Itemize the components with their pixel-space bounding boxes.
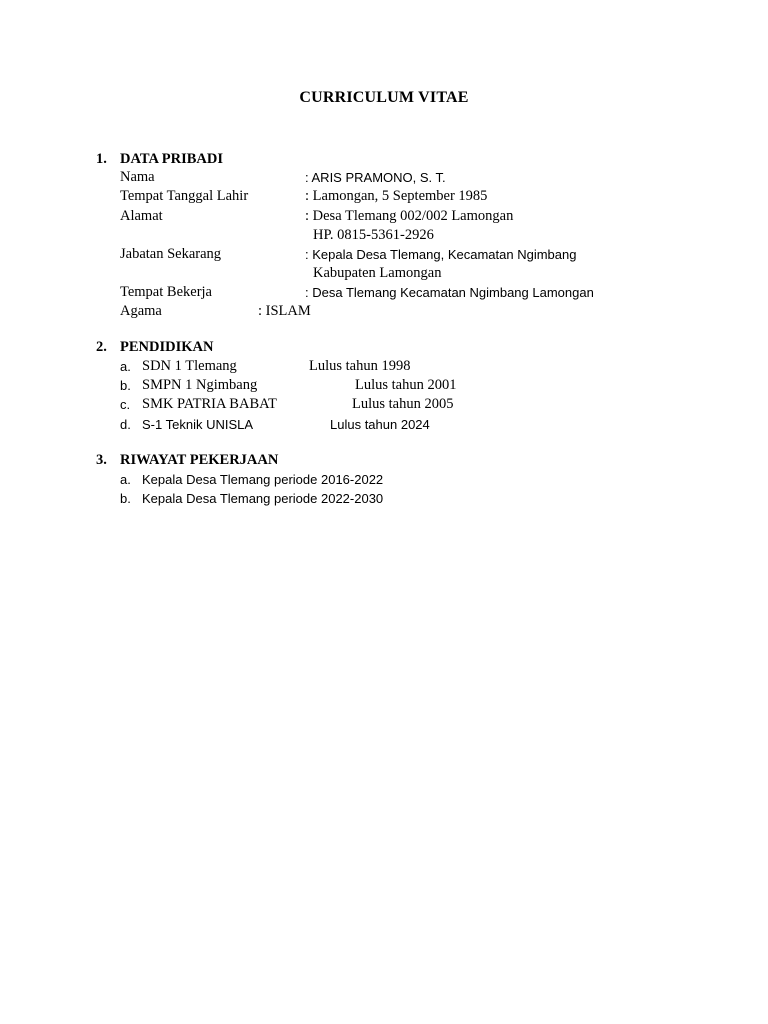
section-number-pendidikan: 2. [96,339,107,355]
school-name: SDN 1 Tlemang [142,358,237,374]
label-jabatan: Jabatan Sekarang [120,246,222,262]
section-heading-pekerjaan: RIWAYAT PEKERJAAN [120,452,279,468]
list-marker: c. [120,397,131,412]
label-tempat-bekerja: Tempat Bekerja [120,284,212,300]
value-ttl: : Lamongan, 5 September 1985 [305,188,488,204]
school-name: SMPN 1 Ngimbang [142,377,258,393]
school-name: S-1 Teknik UNISLA [142,417,254,432]
label-ttl: Tempat Tanggal Lahir [120,188,249,204]
value-jabatan: : Kepala Desa Tlemang, Kecamatan Ngimbang [305,247,577,262]
value-agama: : ISLAM [258,303,311,319]
list-marker: d. [120,417,131,432]
label-nama: Nama [120,169,155,185]
section-heading-pribadi: DATA PRIBADI [120,151,223,167]
job-entry: Kepala Desa Tlemang periode 2022-2030 [142,491,384,506]
section-number-pekerjaan: 3. [96,452,107,468]
list-marker: b. [120,378,131,393]
value-jabatan-2: Kabupaten Lamongan [313,265,442,281]
list-marker: a. [120,359,131,374]
value-hp: HP. 0815-5361-2926 [313,227,434,243]
graduation-year: Lulus tahun 2005 [352,396,454,412]
value-tempat-bekerja: : Desa Tlemang Kecamatan Ngimbang Lamongan [305,285,594,300]
list-marker: a. [120,472,131,487]
document-title: CURRICULUM VITAE [299,89,469,106]
label-alamat: Alamat [120,208,163,224]
graduation-year: Lulus tahun 2001 [355,377,457,393]
graduation-year: Lulus tahun 1998 [309,358,411,374]
label-agama: Agama [120,303,162,319]
value-alamat: : Desa Tlemang 002/002 Lamongan [305,208,514,224]
section-heading-pendidikan: PENDIDIKAN [120,339,214,355]
job-entry: Kepala Desa Tlemang periode 2016-2022 [142,472,384,487]
section-number-pribadi: 1. [96,151,107,167]
school-name: SMK PATRIA BABAT [142,396,277,412]
list-marker: b. [120,491,131,506]
value-nama: : ARIS PRAMONO, S. T. [305,170,446,185]
graduation-year: Lulus tahun 2024 [330,417,430,432]
